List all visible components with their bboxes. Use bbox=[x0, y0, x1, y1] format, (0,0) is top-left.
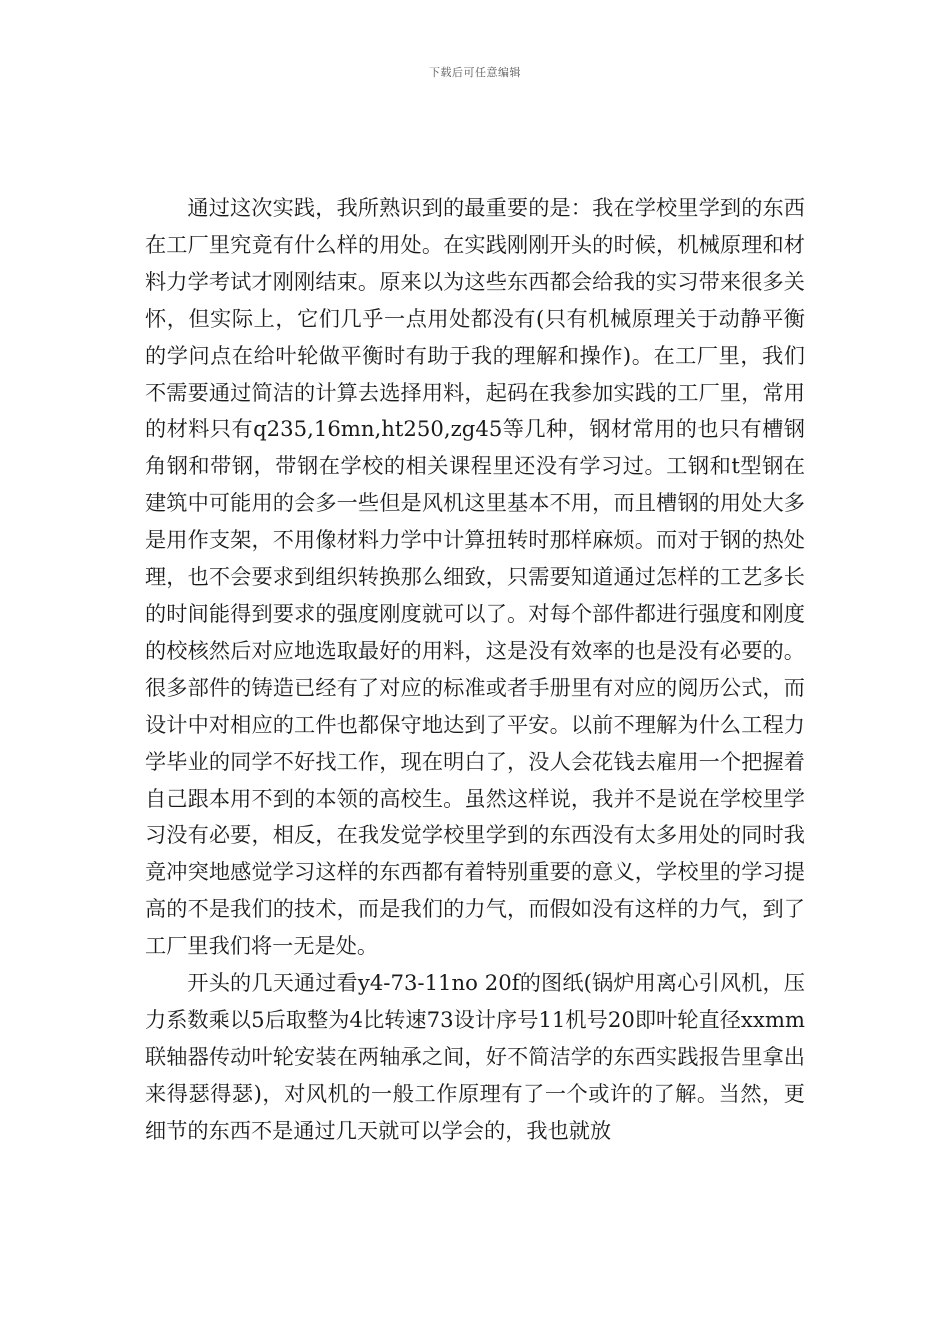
paragraph: 开头的几天通过看y4-73-11no 20f的图纸(锅炉用离心引风机，压力系数乘以5后取整为4比转速73设计序号11机号20即叶轮直径xxmm联轴器传动叶轮安装在两轴承之间，好不简洁学的东西实践报告里拿出来得瑟得瑟)，对风机的一般工作原理有了一个或许的了解。当然，更细节的东西不是通过几天就可以学会的，我也就放 bbox=[145, 970, 805, 1143]
document-body bbox=[145, 190, 805, 1150]
page-header-note: 下载后可任意编辑 bbox=[429, 66, 521, 79]
paragraph: 通过这次实践，我所熟识到的最重要的是：我在学校里学到的东西在工厂里究竟有什么样的用处。在实践刚刚开头的时候，机械原理和材料力学考试才刚刚结束。原来以为这些东西都会给我的实习带来很多关怀，但实际上，它们几乎一点用处都没有(只有机械原理关于动静平衡的学问点在给叶轮做平衡时有助于我的理解和操作)。在工厂里，我们不需要通过简洁的计算去选择用料，起码在我参加实践的工厂里，常用的材料只有q235,16mn,ht250,zg45等几种，钢材常用的也只有槽钢角钢和带钢，带钢在学校的相关课程里还没有学习过。工钢和t型钢在建筑中可能用的会多一些但是风机这里基本不用，而且槽钢的用处大多是用作支架，不用像材料力学中计算扭转时那样麻烦。而对于钢的热处理，也不会要求到组织转换那么细致，只需要知道通过怎样的工艺多长的时间能得到要求的强度刚度就可以了。对每个部件都进行强度和刚度的校核然后对应地选取最好的用料，这是没有效率的也是没有必要的。很多部件的铸造已经有了对应的标准或者手册里有对应的阅历公式，而设计中对相应的工件也都保守地达到了平安。以前不理解为什么工程力学毕业的同学不好找工作，现在明白了，没人会花钱去雇用一个把握着自己跟本用不到的本领的高校生。虽然这样说，我并不是说在学校里学习没有必要，相反，在我发觉学校里学到的东西没有太多用处的同时我竟冲突地感觉学习这样的东西都有着特别重要的意义，学校里的学习提高的不是我们的技术，而是我们的力气，而假如没有这样的力气，到了工厂里我们将一无是处。 bbox=[145, 195, 805, 959]
